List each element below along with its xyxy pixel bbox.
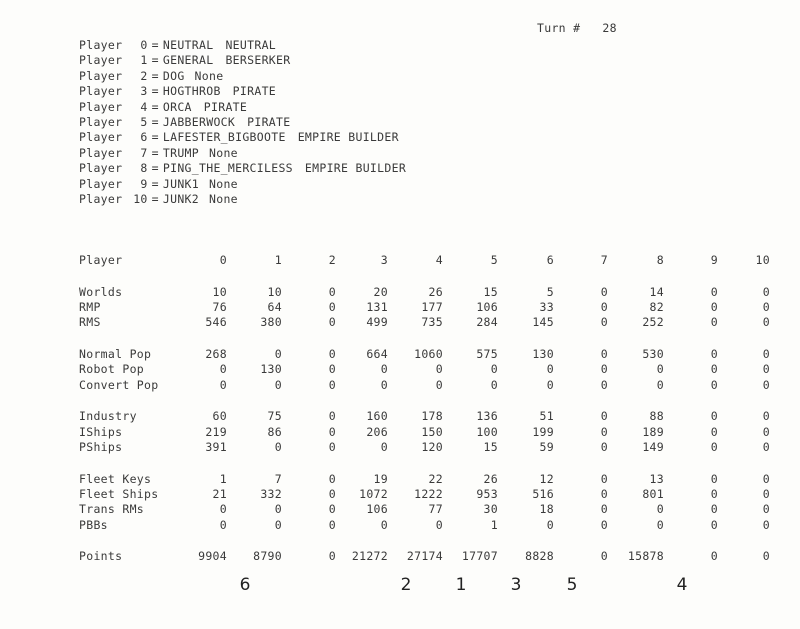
player-number: 8 bbox=[140, 161, 148, 176]
stat-cell: 131 bbox=[366, 299, 388, 314]
player-type: BERSERKER bbox=[225, 53, 291, 68]
stat-cell: 178 bbox=[421, 409, 443, 424]
stat-row bbox=[79, 425, 779, 440]
stat-label: PBBs bbox=[79, 517, 108, 532]
stat-cell: 0 bbox=[600, 487, 608, 502]
player-line bbox=[79, 38, 406, 53]
stat-cell: 0 bbox=[380, 517, 388, 532]
player-number: 0 bbox=[140, 38, 148, 52]
player-label: Player bbox=[79, 176, 123, 191]
stat-row bbox=[79, 253, 779, 268]
stat-cell: 0 bbox=[546, 517, 554, 532]
stat-cell: 15878 bbox=[627, 549, 664, 564]
stat-cell: 177 bbox=[421, 299, 443, 314]
stat-cell: 1 bbox=[219, 471, 227, 486]
stat-cell: 0 bbox=[762, 549, 770, 564]
equals-sign: = bbox=[151, 145, 159, 160]
stat-cell: 530 bbox=[642, 346, 664, 361]
player-line bbox=[79, 84, 406, 99]
player-type: None bbox=[209, 145, 238, 160]
stat-cell: 0 bbox=[274, 502, 282, 517]
player-number: 5 bbox=[140, 115, 148, 130]
equals-sign: = bbox=[151, 176, 159, 191]
stat-cell: 0 bbox=[274, 377, 282, 392]
stat-label: PShips bbox=[79, 440, 123, 455]
stat-cell: 13 bbox=[649, 471, 664, 486]
stats-table bbox=[79, 253, 779, 565]
stat-cell: 0 bbox=[328, 471, 336, 486]
player-number: 7 bbox=[140, 145, 148, 160]
player-line bbox=[79, 69, 406, 84]
turn-label: Turn # bbox=[537, 21, 581, 35]
player-type: EMPIRE BUILDER bbox=[304, 161, 407, 176]
stat-row bbox=[79, 300, 779, 315]
stat-cell: 0 bbox=[762, 299, 770, 314]
stat-cell: 0 bbox=[656, 362, 664, 377]
stat-cell: 0 bbox=[710, 487, 718, 502]
stat-cell: 14 bbox=[649, 284, 664, 299]
stat-cell: 0 bbox=[710, 362, 718, 377]
stat-cell: 0 bbox=[328, 315, 336, 330]
stat-cell: 8828 bbox=[525, 549, 554, 564]
stat-cell: 0 bbox=[710, 440, 718, 455]
stat-cell: 18 bbox=[539, 502, 554, 517]
stat-cell: 206 bbox=[366, 424, 388, 439]
player-type: PIRATE bbox=[247, 115, 291, 130]
stat-cell: 380 bbox=[260, 315, 282, 330]
stat-cell: 575 bbox=[476, 346, 498, 361]
stat-cell: 1 bbox=[274, 253, 282, 267]
stat-cell: 60 bbox=[212, 409, 227, 424]
player-line bbox=[79, 161, 406, 176]
stat-cell: 0 bbox=[710, 346, 718, 361]
group-spacer bbox=[79, 331, 779, 347]
stat-cell: 0 bbox=[328, 346, 336, 361]
stat-cell: 5 bbox=[546, 284, 554, 299]
player-name: GENERAL bbox=[162, 53, 214, 68]
stat-cell: 7 bbox=[600, 253, 608, 267]
equals-sign: = bbox=[151, 115, 159, 130]
stat-label: Robot Pop bbox=[79, 362, 145, 377]
stat-label: Player bbox=[79, 253, 123, 267]
stat-cell: 4 bbox=[435, 253, 443, 267]
stat-cell: 0 bbox=[710, 471, 718, 486]
player-line bbox=[79, 130, 406, 145]
stat-cell: 0 bbox=[762, 502, 770, 517]
stat-label: Normal Pop bbox=[79, 346, 152, 361]
player-name: JUNK2 bbox=[162, 192, 199, 207]
player-label: Player bbox=[79, 68, 123, 83]
stat-cell: 0 bbox=[656, 377, 664, 392]
stat-cell: 64 bbox=[267, 299, 282, 314]
stat-cell: 0 bbox=[328, 517, 336, 532]
stat-cell: 88 bbox=[649, 409, 664, 424]
stat-cell: 0 bbox=[328, 549, 336, 564]
stat-cell: 0 bbox=[600, 346, 608, 361]
stat-cell: 26 bbox=[428, 284, 443, 299]
stat-cell: 1222 bbox=[414, 487, 443, 502]
turn-indicator bbox=[537, 21, 617, 35]
stat-row bbox=[79, 409, 779, 424]
stat-cell: 252 bbox=[642, 315, 664, 330]
equals-sign: = bbox=[151, 38, 159, 52]
stat-cell: 0 bbox=[328, 487, 336, 502]
equals-sign: = bbox=[151, 53, 159, 68]
stat-cell: 0 bbox=[490, 362, 498, 377]
stat-cell: 0 bbox=[762, 440, 770, 455]
stat-cell: 150 bbox=[421, 424, 443, 439]
stat-cell: 189 bbox=[642, 424, 664, 439]
stat-cell: 268 bbox=[205, 346, 227, 361]
player-label: Player bbox=[79, 161, 123, 176]
stat-cell: 0 bbox=[600, 440, 608, 455]
stat-cell: 0 bbox=[380, 440, 388, 455]
stat-cell: 21 bbox=[212, 487, 227, 502]
turn-number: 28 bbox=[602, 21, 617, 35]
stat-row bbox=[79, 362, 779, 377]
stat-cell: 145 bbox=[532, 315, 554, 330]
stat-cell: 15 bbox=[483, 284, 498, 299]
stat-label: IShips bbox=[79, 424, 123, 439]
handwritten-rank: 4 bbox=[676, 575, 688, 595]
stat-cell: 0 bbox=[219, 377, 227, 392]
player-name: TRUMP bbox=[162, 145, 199, 160]
stat-cell: 0 bbox=[710, 424, 718, 439]
stat-row bbox=[79, 315, 779, 330]
player-label: Player bbox=[79, 84, 123, 99]
stat-row bbox=[79, 549, 779, 564]
stat-cell: 0 bbox=[328, 424, 336, 439]
stat-cell: 21272 bbox=[351, 549, 388, 564]
stat-cell: 0 bbox=[600, 517, 608, 532]
handwritten-rank: 1 bbox=[455, 575, 467, 595]
equals-sign: = bbox=[151, 68, 159, 83]
stat-cell: 10 bbox=[267, 284, 282, 299]
stat-cell: 8 bbox=[656, 253, 664, 267]
stat-cell: 7 bbox=[274, 471, 282, 486]
stat-cell: 391 bbox=[205, 440, 227, 455]
equals-sign: = bbox=[151, 84, 159, 99]
group-spacer bbox=[79, 533, 779, 549]
stat-cell: 0 bbox=[710, 502, 718, 517]
stat-cell: 0 bbox=[710, 315, 718, 330]
stat-cell: 0 bbox=[600, 299, 608, 314]
stat-cell: 8790 bbox=[253, 549, 282, 564]
stat-cell: 0 bbox=[710, 299, 718, 314]
stat-cell: 130 bbox=[260, 362, 282, 377]
stat-cell: 0 bbox=[435, 377, 443, 392]
stat-cell: 51 bbox=[539, 409, 554, 424]
player-line bbox=[79, 100, 406, 115]
stat-cell: 106 bbox=[476, 299, 498, 314]
player-number: 4 bbox=[140, 99, 148, 114]
player-name: PING_THE_MERCILESS bbox=[162, 161, 293, 176]
stat-cell: 0 bbox=[546, 362, 554, 377]
stat-cell: 0 bbox=[710, 377, 718, 392]
stat-row bbox=[79, 487, 779, 502]
player-line bbox=[79, 192, 406, 207]
stat-cell: 546 bbox=[205, 315, 227, 330]
stat-cell: 0 bbox=[600, 284, 608, 299]
player-label: Player bbox=[79, 115, 123, 130]
stat-cell: 664 bbox=[366, 346, 388, 361]
stat-cell: 10 bbox=[755, 253, 770, 267]
stat-row bbox=[79, 472, 779, 487]
stat-cell: 0 bbox=[328, 299, 336, 314]
stat-cell: 0 bbox=[710, 549, 718, 564]
stat-cell: 26 bbox=[483, 471, 498, 486]
stat-cell: 20 bbox=[373, 284, 388, 299]
stat-label: Fleet Keys bbox=[79, 471, 152, 486]
group-spacer bbox=[79, 268, 779, 284]
player-label: Player bbox=[79, 38, 123, 52]
handwritten-rank-row bbox=[0, 575, 800, 605]
stat-cell: 219 bbox=[205, 424, 227, 439]
player-name: JABBERWOCK bbox=[162, 115, 236, 130]
player-name: JUNK1 bbox=[162, 176, 199, 191]
stat-cell: 86 bbox=[267, 424, 282, 439]
stat-cell: 0 bbox=[762, 315, 770, 330]
player-line bbox=[79, 146, 406, 161]
stat-cell: 77 bbox=[428, 502, 443, 517]
stat-cell: 106 bbox=[366, 502, 388, 517]
stat-cell: 9904 bbox=[198, 549, 227, 564]
stat-label: RMP bbox=[79, 299, 101, 314]
stat-cell: 136 bbox=[476, 409, 498, 424]
stat-cell: 0 bbox=[762, 346, 770, 361]
stat-row bbox=[79, 285, 779, 300]
stat-cell: 199 bbox=[532, 424, 554, 439]
stat-label: Points bbox=[79, 549, 123, 564]
stat-label: Trans RMs bbox=[79, 502, 145, 517]
equals-sign: = bbox=[151, 192, 159, 207]
player-number: 1 bbox=[140, 53, 148, 68]
stat-cell: 0 bbox=[328, 377, 336, 392]
stat-cell: 0 bbox=[762, 362, 770, 377]
stat-cell: 0 bbox=[435, 362, 443, 377]
stat-cell: 953 bbox=[476, 487, 498, 502]
stat-cell: 0 bbox=[762, 487, 770, 502]
stat-cell: 0 bbox=[600, 549, 608, 564]
stat-cell: 0 bbox=[762, 471, 770, 486]
player-name: DOG bbox=[162, 68, 185, 83]
player-line bbox=[79, 115, 406, 130]
stat-cell: 100 bbox=[476, 424, 498, 439]
player-label: Player bbox=[79, 53, 123, 68]
stat-cell: 0 bbox=[762, 409, 770, 424]
stat-cell: 12 bbox=[539, 471, 554, 486]
stat-cell: 30 bbox=[483, 502, 498, 517]
stat-cell: 0 bbox=[600, 377, 608, 392]
stat-row bbox=[79, 440, 779, 455]
stat-cell: 2 bbox=[328, 253, 336, 267]
player-line bbox=[79, 177, 406, 192]
stat-cell: 0 bbox=[219, 362, 227, 377]
stat-cell: 6 bbox=[546, 253, 554, 267]
player-label: Player bbox=[79, 99, 123, 114]
stat-cell: 82 bbox=[649, 299, 664, 314]
player-number: 3 bbox=[140, 84, 148, 99]
stat-cell: 332 bbox=[260, 487, 282, 502]
stat-cell: 516 bbox=[532, 487, 554, 502]
stat-cell: 0 bbox=[600, 502, 608, 517]
stat-cell: 1072 bbox=[359, 487, 388, 502]
stat-cell: 0 bbox=[274, 517, 282, 532]
stat-cell: 0 bbox=[600, 362, 608, 377]
player-type: None bbox=[194, 68, 224, 83]
stat-cell: 0 bbox=[274, 346, 282, 361]
player-type: PIRATE bbox=[232, 84, 277, 99]
player-type: None bbox=[209, 176, 238, 191]
stat-cell: 1 bbox=[490, 517, 498, 532]
player-name: HOGTHROB bbox=[162, 84, 221, 99]
player-number: 2 bbox=[140, 68, 148, 83]
stat-cell: 735 bbox=[421, 315, 443, 330]
stat-label: Industry bbox=[79, 409, 137, 424]
player-type: EMPIRE BUILDER bbox=[297, 130, 399, 145]
stat-cell: 0 bbox=[219, 502, 227, 517]
player-type: PIRATE bbox=[203, 99, 248, 114]
stat-cell: 0 bbox=[546, 377, 554, 392]
player-number: 9 bbox=[140, 176, 148, 191]
stat-cell: 10 bbox=[212, 284, 227, 299]
stat-cell: 75 bbox=[267, 409, 282, 424]
stat-cell: 120 bbox=[421, 440, 443, 455]
player-type: NEUTRAL bbox=[225, 38, 277, 52]
stat-cell: 0 bbox=[600, 424, 608, 439]
stat-label: Convert Pop bbox=[79, 377, 159, 392]
player-label: Player bbox=[79, 192, 123, 207]
stat-cell: 0 bbox=[380, 377, 388, 392]
player-line bbox=[79, 53, 406, 68]
stat-cell: 22 bbox=[428, 471, 443, 486]
handwritten-rank: 5 bbox=[566, 575, 578, 595]
player-list bbox=[79, 38, 406, 207]
stat-cell: 0 bbox=[600, 471, 608, 486]
stat-cell: 0 bbox=[490, 377, 498, 392]
equals-sign: = bbox=[151, 161, 159, 176]
stat-cell: 0 bbox=[435, 517, 443, 532]
stat-cell: 0 bbox=[710, 409, 718, 424]
stat-cell: 0 bbox=[710, 284, 718, 299]
stat-cell: 59 bbox=[539, 440, 554, 455]
stat-cell: 499 bbox=[366, 315, 388, 330]
handwritten-rank: 3 bbox=[510, 575, 522, 595]
player-type: None bbox=[209, 192, 238, 207]
stat-cell: 0 bbox=[656, 502, 664, 517]
stat-cell: 0 bbox=[762, 517, 770, 532]
stat-cell: 0 bbox=[656, 517, 664, 532]
stat-cell: 0 bbox=[219, 253, 227, 267]
stat-label: RMS bbox=[79, 315, 101, 330]
player-name: NEUTRAL bbox=[162, 38, 214, 52]
stat-cell: 0 bbox=[274, 440, 282, 455]
stat-cell: 33 bbox=[539, 299, 554, 314]
stat-cell: 0 bbox=[219, 517, 227, 532]
player-number: 6 bbox=[140, 130, 148, 145]
stat-cell: 0 bbox=[328, 284, 336, 299]
stat-row bbox=[79, 518, 779, 533]
stat-label: Worlds bbox=[79, 284, 123, 299]
group-spacer bbox=[79, 455, 779, 471]
stat-cell: 15 bbox=[483, 440, 498, 455]
handwritten-rank: 6 bbox=[239, 575, 251, 595]
stat-row bbox=[79, 378, 779, 393]
handwritten-rank: 2 bbox=[400, 575, 412, 595]
stat-cell: 9 bbox=[710, 253, 718, 267]
stat-cell: 27174 bbox=[406, 549, 443, 564]
stat-cell: 0 bbox=[600, 315, 608, 330]
stat-cell: 284 bbox=[476, 315, 498, 330]
stat-cell: 5 bbox=[490, 253, 498, 267]
stat-cell: 0 bbox=[710, 517, 718, 532]
stat-label: Fleet Ships bbox=[79, 487, 159, 502]
stat-cell: 0 bbox=[600, 409, 608, 424]
player-name: ORCA bbox=[162, 99, 192, 114]
equals-sign: = bbox=[151, 99, 159, 114]
stat-cell: 160 bbox=[366, 409, 388, 424]
stat-cell: 0 bbox=[762, 424, 770, 439]
stat-row bbox=[79, 502, 779, 517]
stat-cell: 0 bbox=[762, 377, 770, 392]
stat-cell: 0 bbox=[328, 440, 336, 455]
equals-sign: = bbox=[151, 130, 159, 145]
stat-row bbox=[79, 347, 779, 362]
stat-cell: 0 bbox=[328, 502, 336, 517]
stat-cell: 130 bbox=[532, 346, 554, 361]
stat-cell: 3 bbox=[380, 253, 388, 267]
player-name: LAFESTER_BIGBOOTE bbox=[162, 130, 286, 145]
group-spacer bbox=[79, 393, 779, 409]
stat-cell: 149 bbox=[642, 440, 664, 455]
player-label: Player bbox=[79, 130, 123, 145]
player-label: Player bbox=[79, 145, 123, 160]
stat-cell: 801 bbox=[642, 487, 664, 502]
player-number: 10 bbox=[133, 192, 148, 207]
stat-cell: 76 bbox=[212, 299, 227, 314]
stat-cell: 0 bbox=[328, 409, 336, 424]
stat-cell: 0 bbox=[328, 362, 336, 377]
stat-cell: 19 bbox=[373, 471, 388, 486]
stat-cell: 0 bbox=[380, 362, 388, 377]
stat-cell: 17707 bbox=[461, 549, 498, 564]
stat-cell: 0 bbox=[762, 284, 770, 299]
stat-cell: 1060 bbox=[414, 346, 443, 361]
